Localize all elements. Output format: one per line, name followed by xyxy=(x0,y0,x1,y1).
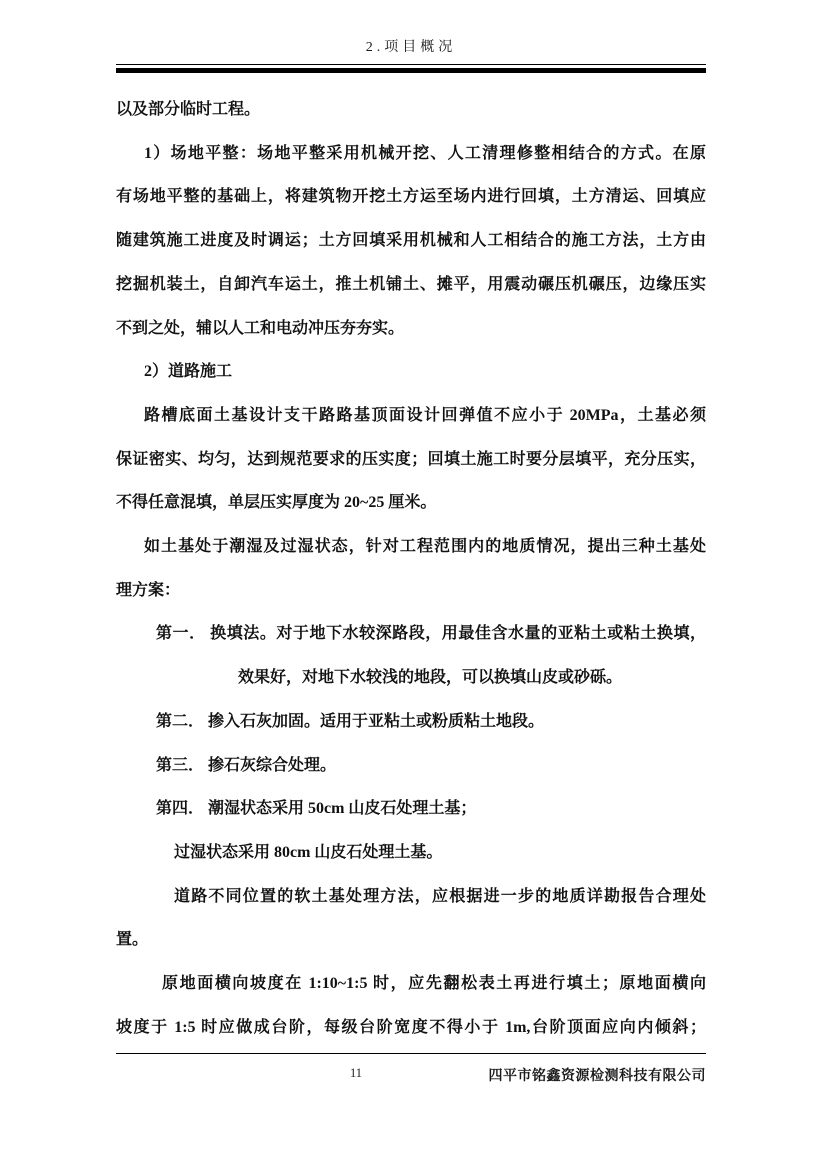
text-line: 坡度于 1:5 时应做成台阶，每级台阶宽度不得小于 1m,台阶顶面应向内倾斜； xyxy=(116,1018,706,1036)
text-line: 原地面横向坡度在 1:10~1:5 时，应先翻松表土再进行填土；原地面横向 xyxy=(162,975,706,993)
text-line: 置。 xyxy=(116,931,149,949)
footer-page-number: 11 xyxy=(349,1066,363,1080)
text-line: 过湿状态采用 80cm 山皮石处理土基。 xyxy=(174,843,443,861)
text-line: 如土基处于潮湿及过湿状态，针对工程范围内的地质情况，提出三种土基处 xyxy=(144,538,706,556)
text-line: 1）场地平整：场地平整采用机械开挖、人工清理修整相结合的方式。在原 xyxy=(144,144,706,162)
text-line: 保证密实、均匀，达到规范要求的压实度；回填土施工时要分层填平，充分压实， xyxy=(116,450,706,468)
header-title: 2.项目概况 xyxy=(365,40,457,55)
text-line: 第四． 潮湿状态采用 50cm 山皮石处理土基； xyxy=(156,800,477,818)
text-line: 道路不同位置的软土基处理方法，应根据进一步的地质详勘报告合理处 xyxy=(174,887,706,905)
text-line: 理方案： xyxy=(116,581,181,599)
text-line: 第一． 换填法。对于地下水较深路段，用最佳含水量的亚粘土或粘土换填， xyxy=(156,625,706,643)
text-line: 2）道路施工 xyxy=(144,363,233,381)
text-line: 第三． 掺石灰综合处理。 xyxy=(156,756,337,774)
document-body xyxy=(116,88,706,1049)
footer-company: 四平市铭鑫资源检测科技有限公司 xyxy=(488,1069,706,1084)
text-line: 随建筑施工进度及时调运；土方回填采用机械和人工相结合的施工方法，土方由 xyxy=(116,232,706,250)
text-line: 挖掘机装土，自卸汽车运土，推土机铺土、摊平，用震动碾压机碾压，边缘压实 xyxy=(116,275,706,293)
header-rule xyxy=(116,64,706,73)
text-line: 以及部分临时工程。 xyxy=(116,101,261,118)
footer-rule xyxy=(116,1053,706,1054)
text-line: 路槽底面土基设计支干路路基顶面设计回弹值不应小于 20MPa，土基必须 xyxy=(144,406,706,424)
text-line: 第二． 掺入石灰加固。适用于亚粘土或粉质粘土地段。 xyxy=(156,712,545,730)
text-line: 不到之处，辅以人工和电动冲压夯夯实。 xyxy=(116,319,405,337)
text-line: 有场地平整的基础上，将建筑物开挖土方运至场内进行回填，土方清运、回填应 xyxy=(116,188,706,206)
text-line: 效果好，对地下水较浅的地段，可以换填山皮或砂砾。 xyxy=(238,669,623,687)
text-line: 不得任意混填，单层压实厚度为 20~25 厘米。 xyxy=(116,494,437,512)
